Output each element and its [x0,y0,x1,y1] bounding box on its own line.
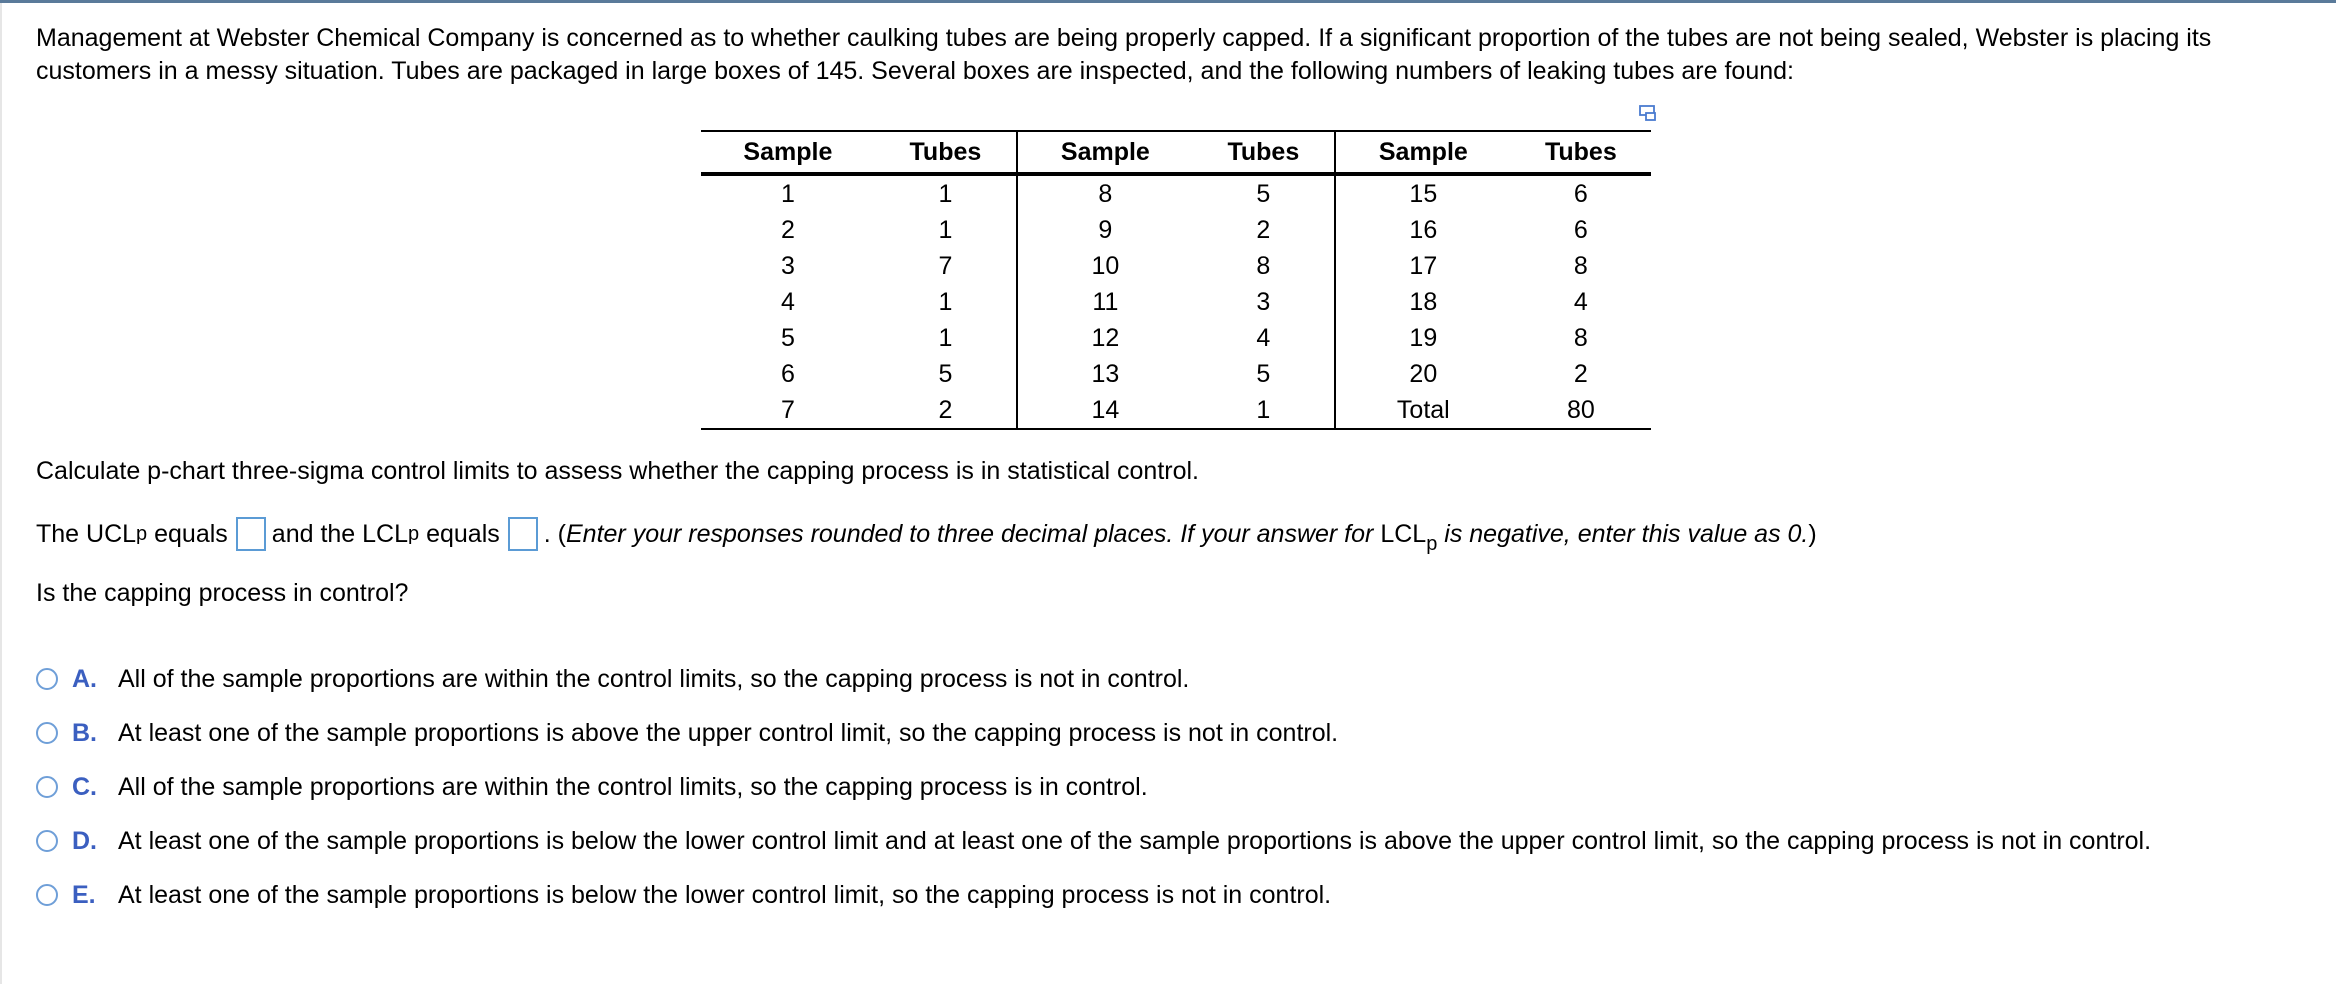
table-cell: 3 [1256,287,1271,316]
radio-button[interactable] [36,722,58,744]
rounding-instruction-lcl: LCL [1380,520,1427,548]
answer-options [36,652,2306,922]
table-cell: 8 [1573,323,1588,352]
table-row [701,284,1651,320]
table-cell: 2 [1573,359,1588,388]
table-cell: 14 [1017,392,1193,429]
table-cell: 7 [701,392,875,429]
header-tubes-3: Tubes [1511,131,1651,174]
option-letter: A. [72,664,97,693]
rounding-instruction-end: is negative, enter this value as 0. [1444,520,1809,548]
header-tubes-1: Tubes [875,131,1017,174]
table-cell: 4 [1256,323,1271,352]
left-border [0,3,2,984]
table-row [701,392,1651,429]
table-cell: 19 [1335,320,1511,356]
table-cell: 18 [1335,284,1511,320]
option-text: At least one of the sample proportions is below the lower control limit, so the capping process is not in control. [118,880,1332,909]
table-row [701,174,1651,212]
table-cell: 8 [1017,174,1193,212]
table-cell: 12 [1017,320,1193,356]
option-e[interactable] [36,868,2306,922]
table-header-row [701,131,1651,174]
lcl-label: and the LCL [271,520,409,548]
question-panel [36,22,2306,922]
table-cell: 7 [938,251,953,280]
rounding-instruction-subscript: p [1426,533,1438,555]
table-row [701,248,1651,284]
header-sample-3: Sample [1335,131,1511,174]
table-cell: 10 [1017,248,1193,284]
instruction-open-paren: ( [557,520,566,548]
leaking-tubes-table [701,130,1651,430]
radio-button[interactable] [36,776,58,798]
ucl-answer-input[interactable] [236,517,266,551]
table-cell: 80 [1511,392,1651,429]
table-cell: 6 [780,359,795,388]
calculation-instruction: Calculate p-chart three-sigma control limits to assess whether the capping process is in statistical control. [36,457,1200,485]
table-cell: 1 [938,287,953,316]
header-sample-1: Sample [701,131,875,174]
table-cell: 13 [1017,356,1193,392]
table-cell: 2 [875,392,1017,429]
option-d[interactable] [36,814,2306,868]
table-row [701,356,1651,392]
table-cell: 5 [1256,359,1271,388]
table-cell: 5 [780,323,795,352]
answer-line: The UCL p equals and the LCL p equals . ( Enter your responses rounded to three decimal places. If your answer for $LCL_p$ is negative, enter this value as 0. ) [36,516,2306,552]
lcl-equals-text: equals [426,520,500,548]
table-cell: 1 [1193,392,1335,429]
option-letter: D. [72,826,97,855]
option-text: At least one of the sample proportions is below the lower control limit and at least one of the sample proportions is above the upper control limit, so the capping process is not in control. [118,826,2152,855]
instruction-close-paren: ) [1808,520,1817,548]
option-a[interactable] [36,652,2306,706]
radio-button[interactable] [36,668,58,690]
expand-table-icon[interactable] [1637,102,1659,124]
table-cell: 2 [780,215,795,244]
table-cell: 3 [780,251,795,280]
answer-period: . [543,520,551,548]
option-text: At least one of the sample proportions is above the upper control limit, so the capping process is not in control. [118,718,1339,747]
rounding-instruction [566,516,1809,555]
data-table-container [701,130,1651,430]
table-cell: 20 [1335,356,1511,392]
option-text: All of the sample proportions are within the control limits, so the capping process is in control. [118,772,1148,801]
table-cell: 1 [780,179,795,208]
table-cell: 2 [1256,215,1271,244]
table-cell: 8 [1573,251,1588,280]
table-cell: 6 [1573,215,1588,244]
option-letter: E. [72,880,96,909]
lcl-answer-input[interactable] [508,517,538,551]
rounding-instruction-main: Enter your responses rounded to three decimal places. If your answer for [566,520,1374,548]
table-cell: 17 [1335,248,1511,284]
table-cell: 15 [1335,174,1511,212]
option-letter: C. [72,772,97,801]
option-b[interactable] [36,706,2306,760]
table-cell: Total [1335,392,1511,429]
radio-button[interactable] [36,884,58,906]
table-cell: 9 [1017,212,1193,248]
header-sample-2: Sample [1017,131,1193,174]
table-cell: 4 [780,287,795,316]
table-cell: 16 [1335,212,1511,248]
table-cell: 11 [1017,284,1193,320]
option-text: All of the sample proportions are within the control limits, so the capping process is not in control. [118,664,1190,693]
table-cell: 1 [938,323,953,352]
table-row [701,320,1651,356]
ucl-equals-text: equals [154,520,228,548]
table-cell: 1 [938,215,953,244]
table-cell: 8 [1256,251,1271,280]
table-row [701,212,1651,248]
table-cell: 4 [1573,287,1588,316]
problem-intro: Management at Webster Chemical Company is concerned as to whether caulking tubes are being properly capped. If a significant proportion of the tubes are not being sealed, Webster is placing its customers in a messy situation. Tubes are packaged in large boxes of 145. Several boxes are inspected, and the following numbers of leaking tubes are found: [36,24,2212,85]
table-cell: 1 [938,179,953,208]
control-question: Is the capping process in control? [36,579,409,607]
ucl-label: The UCL [36,520,137,548]
table-cell: 6 [1573,179,1588,208]
top-border [0,0,2336,3]
option-letter: B. [72,718,97,747]
radio-button[interactable] [36,830,58,852]
table-cell: 5 [1256,179,1271,208]
option-c[interactable] [36,760,2306,814]
table-cell: 5 [938,359,953,388]
header-tubes-2: Tubes [1193,131,1335,174]
